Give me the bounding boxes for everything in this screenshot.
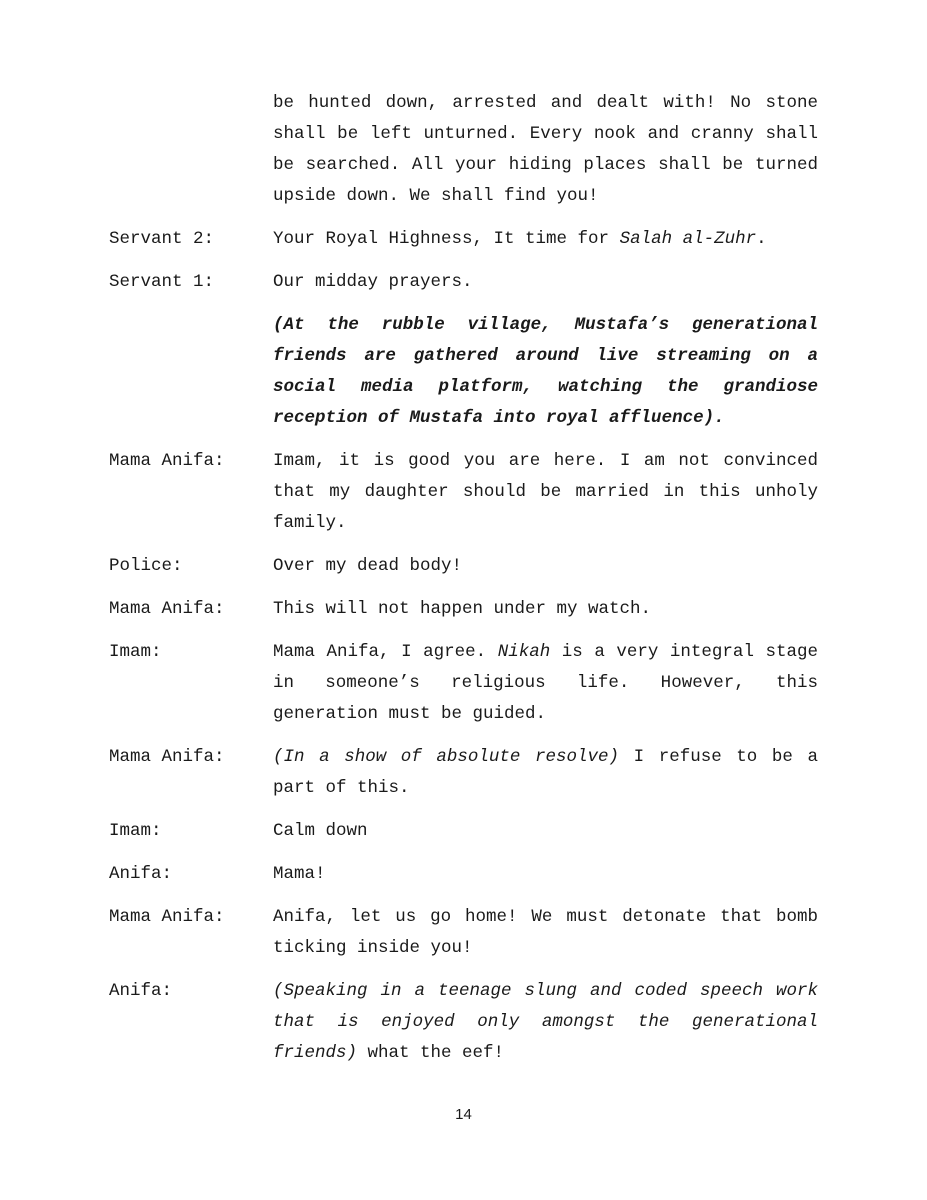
text-run: Anifa, let us go home! We must detonate that bomb — [273, 907, 818, 927]
text-run: in someone’s religious life. However, this — [273, 673, 818, 693]
dialogue-line — [273, 181, 818, 212]
speaker-label: Imam: — [109, 821, 162, 841]
text-run: generation must be guided. — [273, 704, 547, 724]
dialogue-line — [273, 150, 818, 181]
text-run: . — [756, 229, 767, 249]
dialogue-line — [273, 668, 818, 699]
text-run: (Speaking in a teenage slung and coded speech work — [273, 981, 818, 1001]
text-run: family. — [273, 513, 347, 533]
speaker-label: Servant 1: — [109, 272, 215, 292]
text-run: that my daughter should be married in this unholy — [273, 482, 818, 502]
text-run: Mama Anifa, I agree. — [273, 642, 498, 662]
page-number: 14 — [455, 1106, 472, 1123]
text-run: Calm down — [273, 821, 368, 841]
text-run: reception of Mustafa into royal affluence). — [273, 408, 725, 428]
dialogue-line — [273, 933, 818, 964]
text-run: friends are gathered around live streaming on a — [273, 346, 818, 366]
dialogue-line — [273, 119, 818, 150]
dialogue-line — [273, 699, 818, 730]
speaker-label: Mama Anifa: — [109, 907, 225, 927]
text-run: is a very integral stage — [550, 642, 818, 662]
text-run: upside down. We shall find you! — [273, 186, 599, 206]
speaker-label: Mama Anifa: — [109, 451, 225, 471]
text-run: Our midday prayers. — [273, 272, 473, 292]
speaker-label: Imam: — [109, 642, 162, 662]
text-run: (In a show of absolute resolve) — [273, 747, 620, 767]
dialogue-line — [273, 1038, 818, 1069]
dialogue-line — [273, 508, 818, 539]
dialogue-line — [273, 267, 818, 298]
speaker-label: Anifa: — [109, 864, 173, 884]
text-run: This will not happen under my watch. — [273, 599, 652, 619]
text-run: be hunted down, arrested and dealt with! No stone — [273, 93, 818, 113]
dialogue-line — [273, 88, 818, 119]
speaker-label: Mama Anifa: — [109, 599, 225, 619]
dialogue-line — [273, 1007, 818, 1038]
text-run: part of this. — [273, 778, 410, 798]
text-run: I refuse to be a — [619, 747, 818, 767]
dialogue-line — [273, 341, 818, 372]
text-run: be searched. All your hiding places shall be turned — [273, 155, 818, 175]
speaker-label: Police: — [109, 556, 183, 576]
dialogue-line — [273, 310, 818, 341]
text-run: friends) — [273, 1043, 358, 1063]
text-run: Over my dead body! — [273, 556, 463, 576]
dialogue-line — [273, 816, 818, 847]
text-run: ticking inside you! — [273, 938, 473, 958]
dialogue-line — [273, 477, 818, 508]
dialogue-line — [273, 224, 818, 255]
dialogue-line — [273, 902, 818, 933]
dialogue-line — [273, 403, 818, 434]
text-run: shall be left unturned. Every nook and cranny shall — [273, 124, 818, 144]
text-run: what the eef! — [357, 1043, 505, 1063]
speaker-label: Anifa: — [109, 981, 173, 1001]
dialogue-line — [273, 446, 818, 477]
dialogue-line — [273, 594, 818, 625]
text-run: social media platform, watching the grandiose — [273, 377, 818, 397]
dialogue-line — [273, 637, 818, 668]
speaker-label: Servant 2: — [109, 229, 215, 249]
dialogue-line — [273, 742, 818, 773]
text-run: Mama! — [273, 864, 326, 884]
text-run: that is enjoyed only amongst the generational — [273, 1012, 818, 1032]
speaker-label: Mama Anifa: — [109, 747, 225, 767]
dialogue-line — [273, 551, 818, 582]
dialogue-line — [273, 976, 818, 1007]
text-run: Your Royal Highness, It time for — [273, 229, 620, 249]
text-run: Nikah — [497, 642, 551, 662]
text-run: Imam, it is good you are here. I am not convinced — [273, 451, 818, 471]
text-run: Salah al-Zuhr — [619, 229, 757, 249]
text-run: (At the rubble village, Mustafa’s generational — [273, 315, 818, 335]
dialogue-line — [273, 773, 818, 804]
dialogue-line — [273, 859, 818, 890]
dialogue-line — [273, 372, 818, 403]
